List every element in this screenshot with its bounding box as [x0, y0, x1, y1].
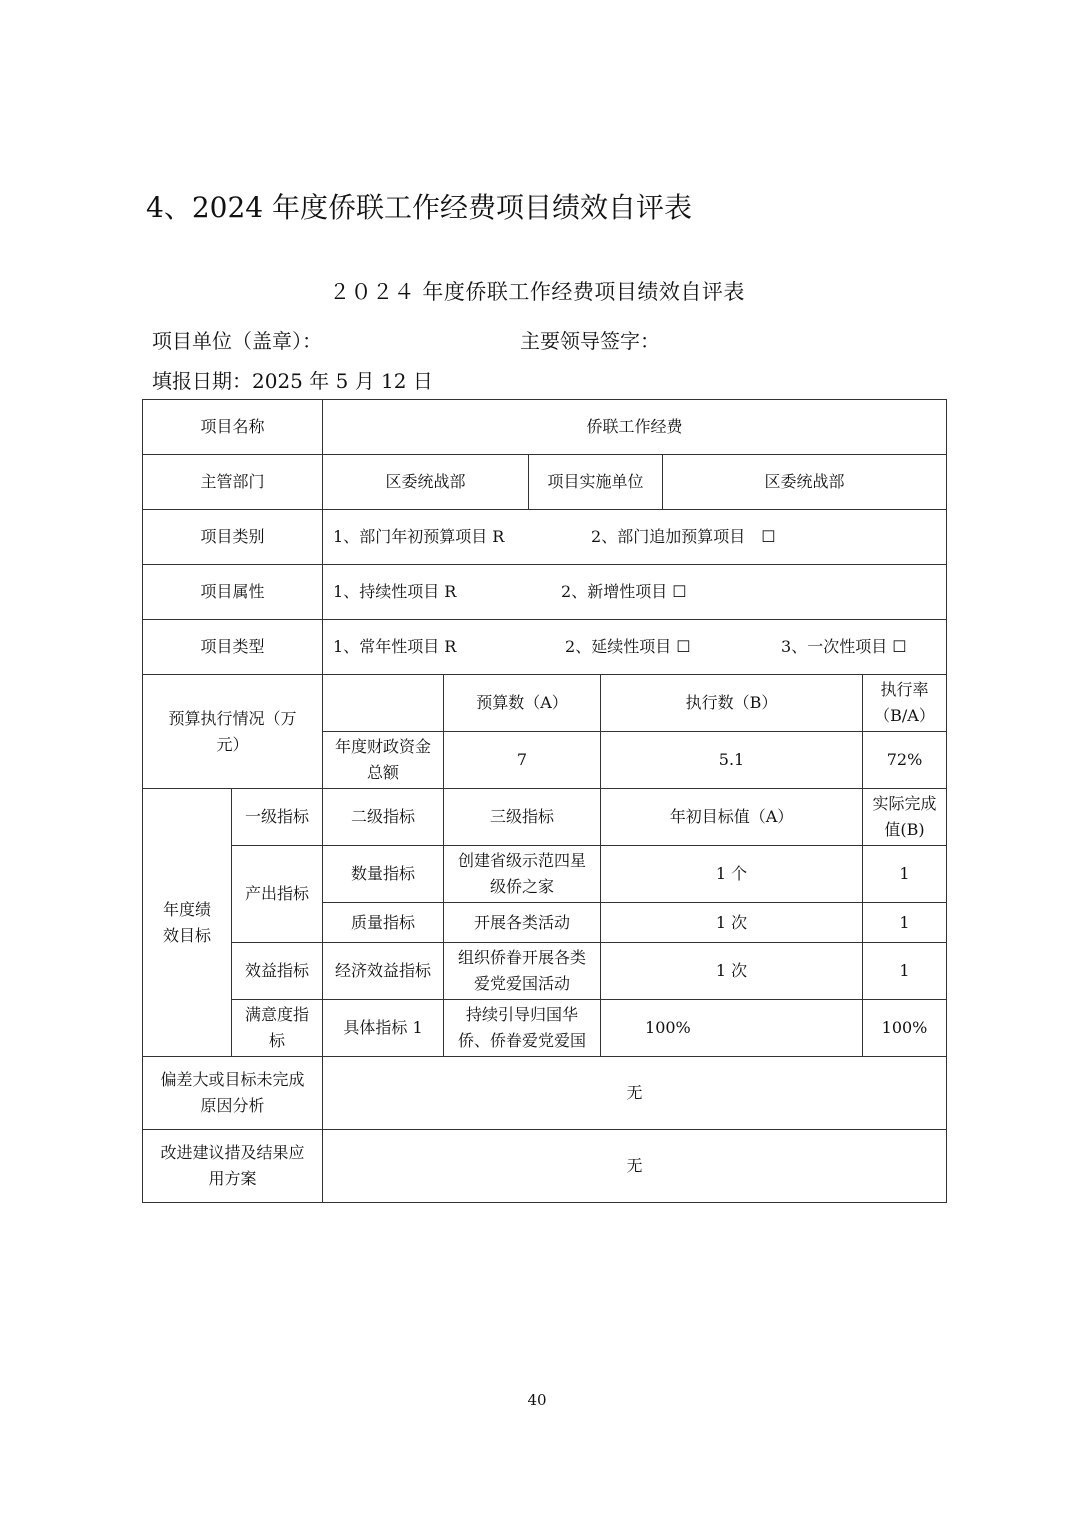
- performance-label: 年度绩效目标: [143, 789, 232, 1057]
- department-value: 区委统战部: [323, 455, 529, 510]
- indicator-level2: 数量指标: [323, 846, 444, 903]
- indicator-target: 1 次: [601, 903, 863, 943]
- row-project-name: [143, 400, 947, 455]
- indicator-level2: 具体指标 1: [323, 1000, 444, 1057]
- indicator-level3: 持续引导归国华侨、侨眷爱党爱国: [444, 1000, 601, 1057]
- satisfaction-indicator-label: 满意度指标: [232, 1000, 323, 1057]
- output-indicator-label: 产出指标: [232, 846, 323, 943]
- table-row: [143, 943, 947, 1000]
- indicator-target: 1 个: [601, 846, 863, 903]
- indicator-target: 1 次: [601, 943, 863, 1000]
- implementing-unit-value: 区委统战部: [663, 455, 947, 510]
- leader-signature-label: 主要领导签字：: [520, 329, 660, 353]
- row-category: [143, 510, 947, 565]
- indicator-level2: 质量指标: [323, 903, 444, 943]
- budget-b-value: 5.1: [601, 732, 863, 789]
- category-label: 项目类别: [143, 510, 323, 565]
- budget-row-label: 年度财政资金总额: [323, 732, 444, 789]
- indicator-actual: 1: [863, 943, 947, 1000]
- benefit-indicator-label: 效益指标: [232, 943, 323, 1000]
- indicator-actual: 100%: [863, 1000, 947, 1057]
- row-department: [143, 455, 947, 510]
- attribute-label: 项目属性: [143, 565, 323, 620]
- budget-col-a: 预算数（A）: [444, 675, 601, 732]
- row-budget-header: [143, 675, 947, 732]
- page-heading: 4、2024 年度侨联工作经费项目绩效自评表: [146, 191, 692, 224]
- type-option-extended: 2、延续性项目 ☐: [565, 637, 691, 656]
- indicator-actual: 1: [863, 903, 947, 943]
- indicator-actual: 1: [863, 846, 947, 903]
- type-option-onetime: 3、一次性项目 ☐: [781, 637, 907, 656]
- category-option-annual: 1、部门年初预算项目 R: [333, 527, 505, 546]
- indicator-level2: 经济效益指标: [323, 943, 444, 1000]
- project-unit-label: 项目单位（盖章）：: [152, 329, 322, 353]
- header-level1: 一级指标: [232, 789, 323, 846]
- header-level2: 二级指标: [323, 789, 444, 846]
- implementing-unit-label: 项目实施单位: [547, 472, 644, 491]
- budget-col-b: 执行数（B）: [601, 675, 863, 732]
- type-label: 项目类型: [143, 620, 323, 675]
- deviation-label: 偏差大或目标未完成原因分析: [143, 1057, 323, 1130]
- row-improvement: [143, 1130, 947, 1203]
- row-attribute: [143, 565, 947, 620]
- header-level3: 三级指标: [444, 789, 601, 846]
- indicator-level3: 开展各类活动: [444, 903, 601, 943]
- attribute-option-continuous: 1、持续性项目 R: [333, 582, 457, 601]
- row-deviation: [143, 1057, 947, 1130]
- project-name-label: 项目名称: [143, 400, 323, 455]
- indicator-level3: 创建省级示范四星级侨之家: [444, 846, 601, 903]
- indicator-target: 100%: [601, 1000, 863, 1057]
- department-label: 主管部门: [143, 455, 323, 510]
- project-name-value: 侨联工作经费: [323, 400, 947, 455]
- fill-date: 填报日期：2025 年 5 月 12 日: [152, 369, 433, 393]
- deviation-value: 无: [323, 1057, 947, 1130]
- table-row: [143, 1000, 947, 1057]
- budget-a-value: 7: [444, 732, 601, 789]
- row-indicator-header: [143, 789, 947, 846]
- budget-rate-value: 72%: [863, 732, 947, 789]
- type-option-recurring: 1、常年性项目 R: [333, 637, 457, 656]
- evaluation-table: [142, 399, 947, 1203]
- header-target: 年初目标值（A）: [601, 789, 863, 846]
- attribute-option-new: 2、新增性项目 ☐: [561, 582, 687, 601]
- budget-col-rate: 执行率（B/A）: [863, 675, 947, 732]
- improvement-label: 改进建议措及结果应用方案: [143, 1130, 323, 1203]
- improvement-value: 无: [323, 1130, 947, 1203]
- indicator-level3: 组织侨眷开展各类爱党爱国活动: [444, 943, 601, 1000]
- table-row: [143, 846, 947, 903]
- header-actual: 实际完成值(B): [863, 789, 947, 846]
- form-title: ２０２４ 年度侨联工作经费项目绩效自评表: [329, 280, 745, 304]
- row-type: [143, 620, 947, 675]
- page-number: 40: [527, 1391, 547, 1409]
- category-option-additional: 2、部门追加预算项目 ☐: [591, 527, 776, 546]
- budget-label: 预算执行情况（万元）: [143, 675, 323, 789]
